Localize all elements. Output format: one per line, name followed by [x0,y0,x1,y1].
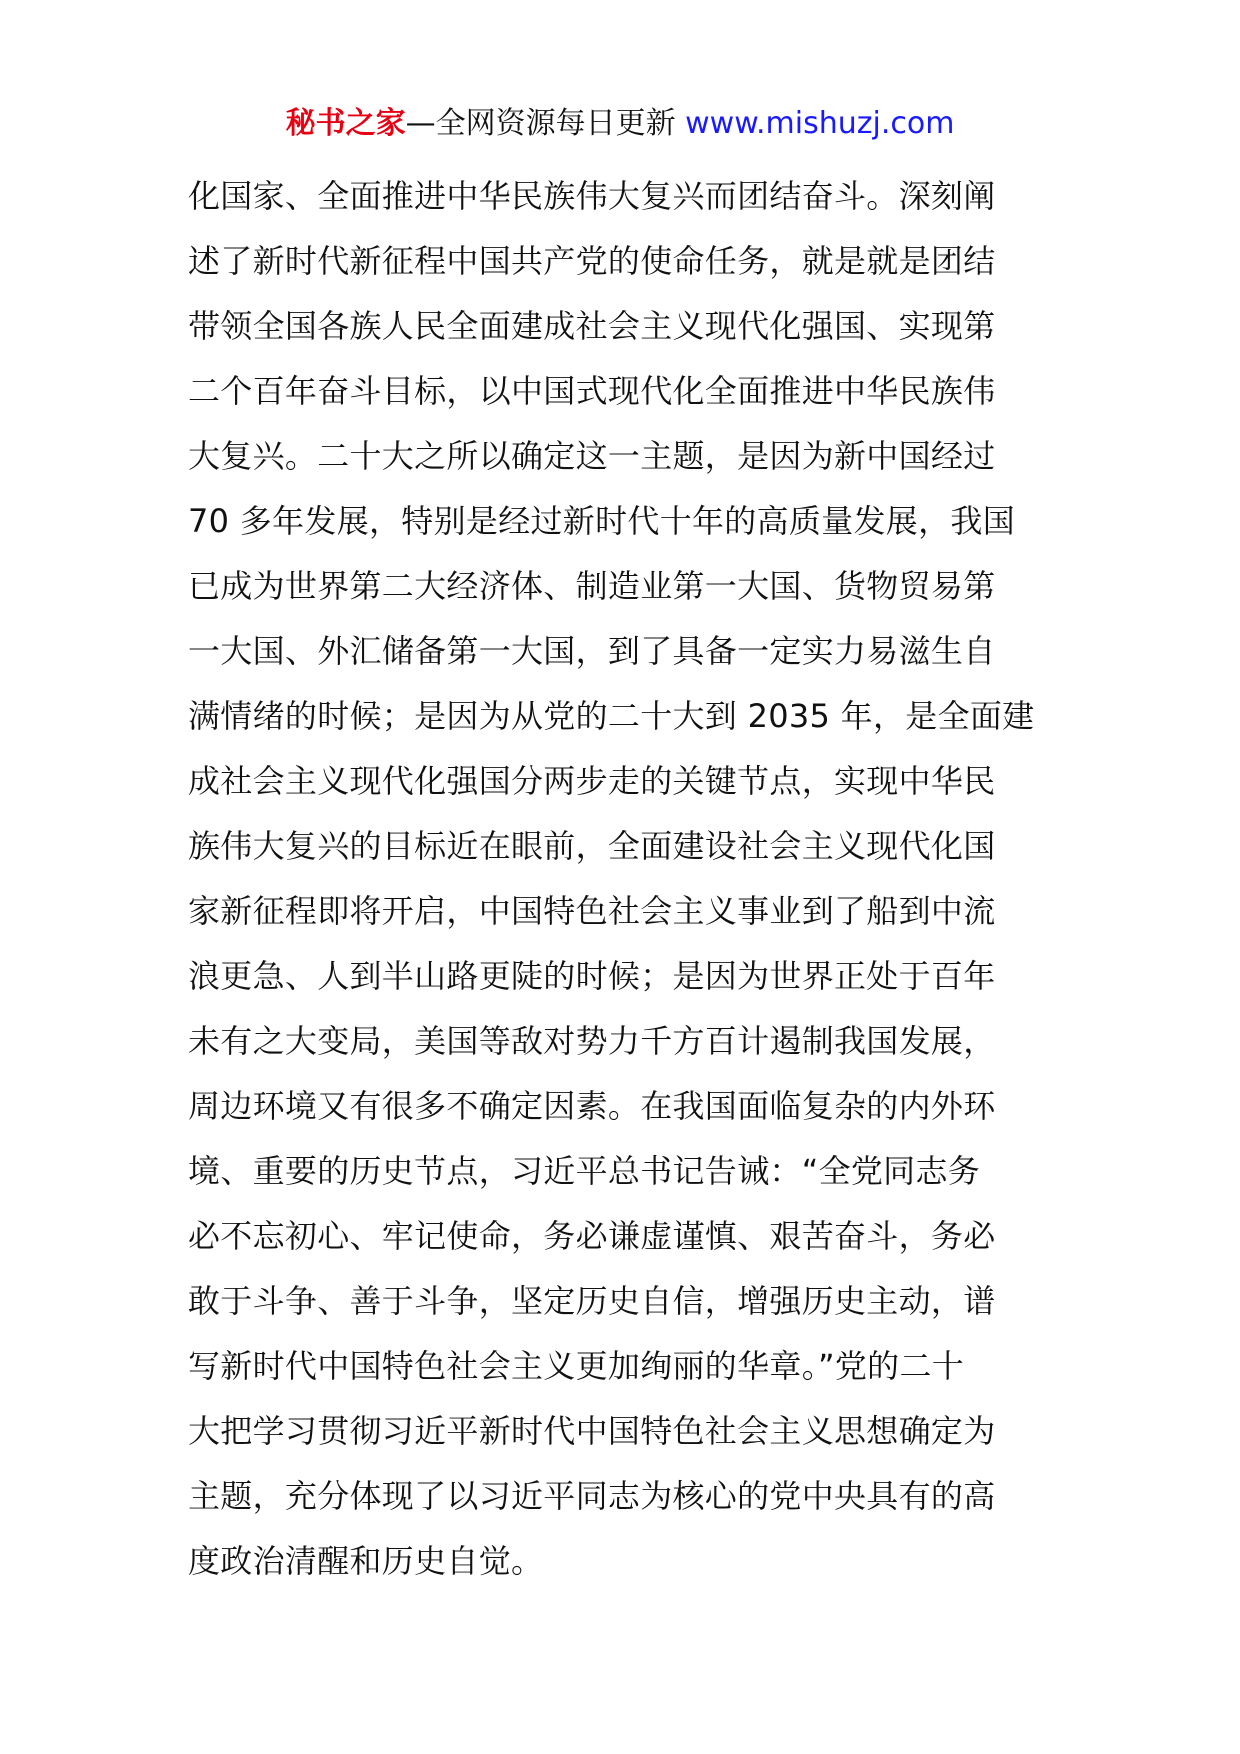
text-line: 化国家、全面推进中华民族伟大复兴而团结奋斗。深刻阐 [188,177,996,215]
text-line: 周边环境又有很多不确定因素。在我国面临复杂的内外环 [188,1087,996,1125]
text-line: 家新征程即将开启，中国特色社会主义事业到了船到中流 [188,892,996,930]
text-line: 带领全国各族人民全面建成社会主义现代化强国、实现第 [188,307,996,345]
text-line: 二个百年奋斗目标，以中国式现代化全面推进中华民族伟 [188,372,996,410]
text-line: 述了新时代新征程中国共产党的使命任务，就是就是团结 [188,242,996,280]
text-line: 未有之大变局，美国等敌对势力千方百计遏制我国发展， [188,1022,996,1060]
text-line: 已成为世界第二大经济体、制造业第一大国、货物贸易第 [188,567,996,605]
website-link[interactable]: www.mishuzj.com [685,106,955,141]
text-line: 一大国、外汇储备第一大国，到了具备一定实力易滋生自 [188,632,996,670]
text-line: 敢于斗争、善于斗争，坚定历史自信，增强历史主动，谱 [188,1282,996,1320]
body-paragraph [188,164,1068,1594]
text-line: 必不忘初心、牢记使命，务必谦虚谨慎、艰苦奋斗，务必 [188,1217,996,1255]
page-header [0,104,1240,144]
brand-name: 秘书之家 [285,106,406,141]
text-line: 成社会主义现代化强国分两步走的关键节点，实现中华民 [188,762,996,800]
text-line: 度政治清醒和历史自觉。 [188,1542,544,1580]
text-line: 主题，充分体现了以习近平同志为核心的党中央具有的高 [188,1477,996,1515]
text-line: 浪更急、人到半山路更陡的时候；是因为世界正处于百年 [188,957,996,995]
text-line: 境、重要的历史节点，习近平总书记告诫：“全党同志务 [188,1152,981,1190]
text-line: 族伟大复兴的目标近在眼前，全面建设社会主义现代化国 [188,827,996,865]
text-line: 写新时代中国特色社会主义更加绚丽的华章。”党的二十 [188,1347,965,1385]
text-line: 大复兴。二十大之所以确定这一主题，是因为新中国经过 [188,437,996,475]
text-line: 70 多年发展，特别是经过新时代十年的高质量发展，我国 [188,502,1015,540]
header-tagline: —全网资源每日更新 [405,106,676,141]
text-line: 大把学习贯彻习近平新时代中国特色社会主义思想确定为 [188,1412,996,1450]
text-line: 满情绪的时候；是因为从党的二十大到 2035 年，是全面建 [188,697,1035,735]
